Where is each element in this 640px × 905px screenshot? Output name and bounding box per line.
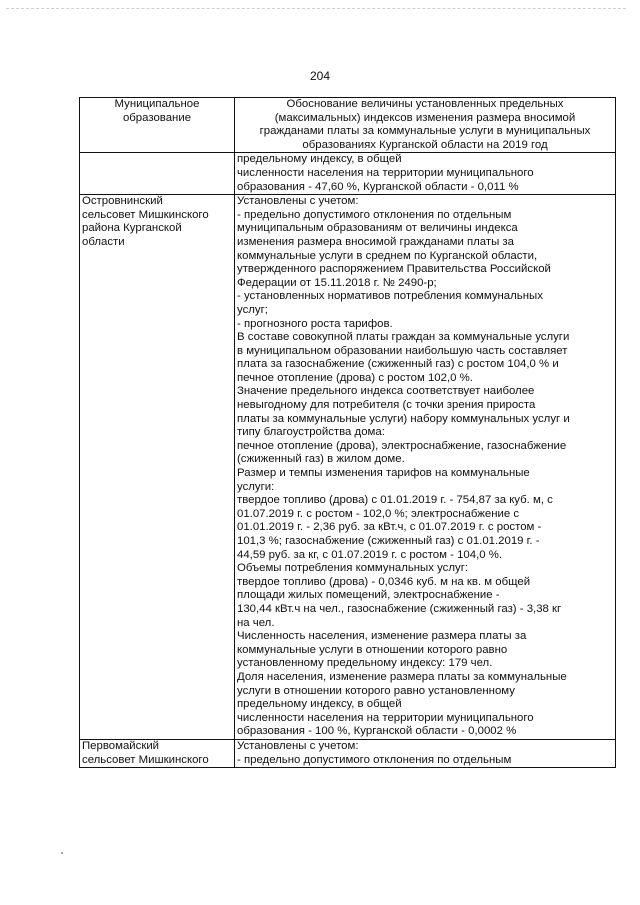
justification-line: - предельно допустимого отклонения по отдельным [237, 753, 512, 766]
justification-line: Объемы потребления коммунальных услуг: [237, 562, 469, 575]
justification-line: (сжиженный газ) в жилом доме. [237, 453, 405, 466]
table-row [80, 739, 616, 767]
justification-line: 44,59 руб. за кг, с 01.07.2019 г. с ростом - 104,0 %. [237, 548, 503, 561]
justification-line: Размер и темпы изменения тарифов на коммунальные [237, 467, 530, 480]
table-row [80, 195, 616, 740]
justification-line: твердое топливо (дрова) - 0,0346 куб. м на кв. м общей [237, 575, 531, 588]
justification-line: коммунальные услуги в среднем по Курганской области, [237, 249, 538, 262]
scan-speck [61, 852, 63, 854]
municipality-line: сельсовет Мишкинского [82, 208, 209, 221]
header-line: гражданами платы за коммунальные услуги в муниципальных [259, 125, 591, 138]
justification-line: услуги в отношении которого равно установленному [237, 684, 515, 697]
justification-line: установленному предельному индексу: 179 чел. [237, 657, 493, 670]
page-number: 204 [309, 69, 331, 83]
justification-line: твердое топливо (дрова) с 01.01.2019 г. - 754,87 за куб. м, с [237, 494, 553, 507]
justification-line: печное отопление (дрова), электроснабжение, газоснабжение [237, 439, 567, 452]
header-line: Муниципальное [114, 98, 200, 110]
justification-line: Федерации от 15.11.2018 г. № 2490-р; [237, 276, 437, 289]
justification-line: изменения размера вносимой гражданами платы за [237, 235, 514, 248]
justification-cell [235, 739, 616, 767]
table-row [80, 153, 616, 195]
justification-line: муниципальным образованиям от величины индекса [237, 222, 518, 235]
justification-line: услуги: [237, 480, 275, 493]
justification-cell [235, 153, 616, 195]
justification-line: 130,44 кВт.ч на чел., газоснабжение (сжиженный газ) - 3,38 кг [237, 602, 562, 615]
justification-line: предельному индексу, в общей [237, 153, 402, 166]
justification-line: предельному индексу, в общей [237, 698, 402, 711]
justification-line: плата за газоснабжение (сжиженный газ) с ростом 104,0 % и [237, 358, 559, 371]
justification-line: Установлены с учетом: [237, 195, 359, 208]
municipality-line: Островнинский [82, 195, 163, 208]
header-line: (максимальных) индексов изменения размера вносимой [274, 111, 576, 124]
justification-line: образования - 47,60 %, Курганской области - 0,011 % [237, 180, 519, 193]
justification-line: 01.07.2019 г. с ростом - 102,0 %; электроснабжение с [237, 507, 520, 520]
justification-line: - прогнозного роста тарифов. [237, 317, 393, 330]
justification-line: 101,3 %; газоснабжение (сжиженный газ) с 01.01.2019 г. - [237, 535, 540, 547]
justification-line: типу благоустройства дома: [237, 426, 385, 439]
justification-line: коммунальные услуги в отношении которого равно [237, 643, 508, 656]
scan-artifact-line [6, 8, 626, 11]
justification-line: 01.01.2019 г. - 2,36 руб. за кВт.ч, с 01.07.2019 г. с ростом - [237, 521, 542, 534]
municipality-cell [80, 739, 235, 767]
municipality-line: района Курганской [82, 222, 182, 235]
justification-line: утвержденного распоряжением Правительства Российской [237, 263, 551, 276]
justification-line: в муниципальном образовании наибольшую часть составляет [237, 344, 568, 357]
justification-line: печное отопление (дрова) с ростом 102,0 %. [237, 371, 473, 384]
justification-line: численности населения на территории муниципального [237, 166, 534, 179]
justification-line: Доля населения, изменение размера платы за коммунальные [237, 670, 567, 683]
justification-line: - установленных нормативов потребления коммунальных [237, 290, 543, 303]
header-line: образование [122, 111, 192, 124]
tariff-table [79, 97, 616, 768]
municipality-cell [80, 153, 235, 195]
municipality-line: области [82, 235, 125, 248]
header-line: образованиях Курганской области на 2019 год [302, 138, 548, 151]
municipality-cell [80, 195, 235, 740]
justification-cell [235, 195, 616, 740]
header-line: Обоснование величины установленных предельных [286, 98, 564, 110]
justification-line: невыгодному для потребителя (с точки зрения прироста [237, 399, 536, 412]
justification-line: услуг; [237, 303, 268, 316]
justification-line: В составе совокупной платы граждан за коммунальные услуги [237, 331, 570, 344]
header-justification [235, 98, 616, 153]
header-municipality [80, 98, 235, 153]
municipality-line: сельсовет Мишкинского [82, 753, 209, 766]
justification-line: платы за коммунальные услуги) набору коммунальных услуг и [237, 412, 570, 425]
justification-line: на чел. [237, 616, 275, 629]
municipality-line: Первомайский [82, 739, 160, 752]
justification-line: Численность населения, изменение размера платы за [237, 630, 527, 643]
justification-line: площади жилых помещений, электроснабжение - [237, 589, 500, 602]
justification-line: Значение предельного индекса соответствует наиболее [237, 385, 535, 398]
justification-line: Установлены с учетом: [237, 739, 359, 752]
justification-line: - предельно допустимого отклонения по отдельным [237, 208, 512, 221]
table-header-row [80, 98, 616, 153]
justification-line: образования - 100 %, Курганской области - 0,0002 % [237, 725, 517, 738]
justification-line: численности населения на территории муниципального [237, 711, 534, 724]
